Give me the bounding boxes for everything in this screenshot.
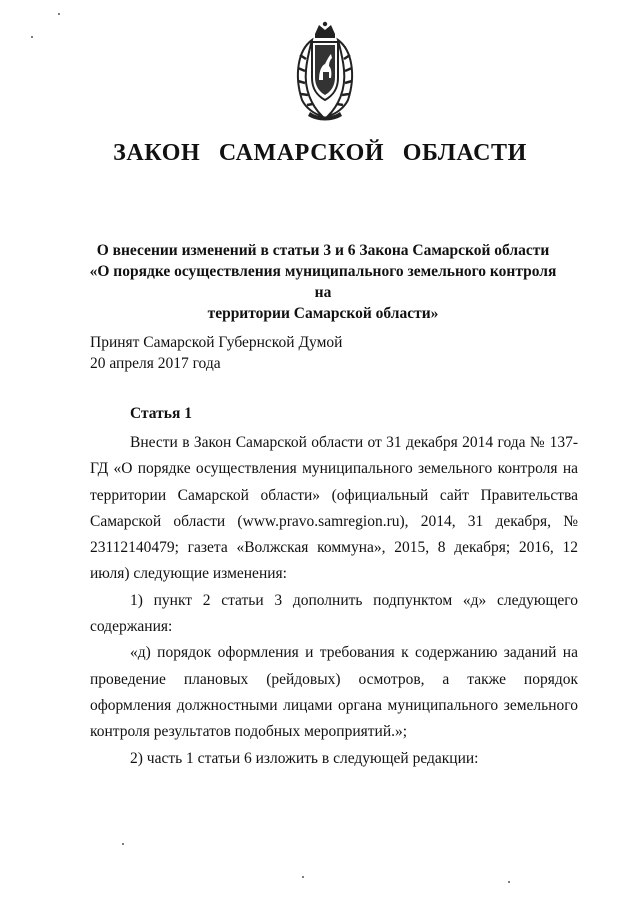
subject-line: «О порядке осуществления муниципального земельного контроля на (89, 263, 557, 301)
subject-line: территории Самарской области» (207, 305, 439, 322)
paragraph: Внести в Закон Самарской области от 31 декабря 2014 года № 137-ГД «О порядке осуществления муниципального земельного контроля на территории Самарской области» (официальный сайт Правительства Самарской области (www.pravo.samregion.ru), 2014, 31 декабря, № 23112140479; газета «Волжская коммуна», 2015, 8 декабря; 2016, 12 июля) следующие изменения: (90, 434, 578, 583)
article-body (90, 430, 578, 772)
scan-speck (508, 881, 510, 883)
scan-speck (302, 876, 304, 878)
scan-speck (122, 843, 124, 845)
scan-speck (31, 36, 33, 38)
subject-line: О внесении изменений в статьи 3 и 6 Закона Самарской области (96, 242, 550, 259)
law-subject (88, 240, 558, 324)
paragraph: 2) часть 1 статьи 6 изложить в следующей редакции: (130, 749, 479, 767)
adopted-date: 20 апреля 2017 года (90, 355, 221, 372)
paragraph: 1) пункт 2 статьи 3 дополнить подпунктом «д» следующего содержания: (90, 591, 578, 636)
article-heading: Статья 1 (130, 405, 192, 422)
law-title: ЗАКОН САМАРСКОЙ ОБЛАСТИ (113, 140, 527, 166)
adoption-info (90, 332, 342, 374)
paragraph: «д) порядок оформления и требования к содержанию заданий на проведение плановых (рейдовых) осмотров, а также порядок оформления должностными лицами органа муниципального земельного контроля результатов подобных мероприятий.»; (90, 644, 578, 741)
scan-speck (58, 13, 60, 15)
samara-coat-of-arms-icon (290, 20, 360, 122)
adopted-by: Принят Самарской Губернской Думой (90, 334, 343, 351)
